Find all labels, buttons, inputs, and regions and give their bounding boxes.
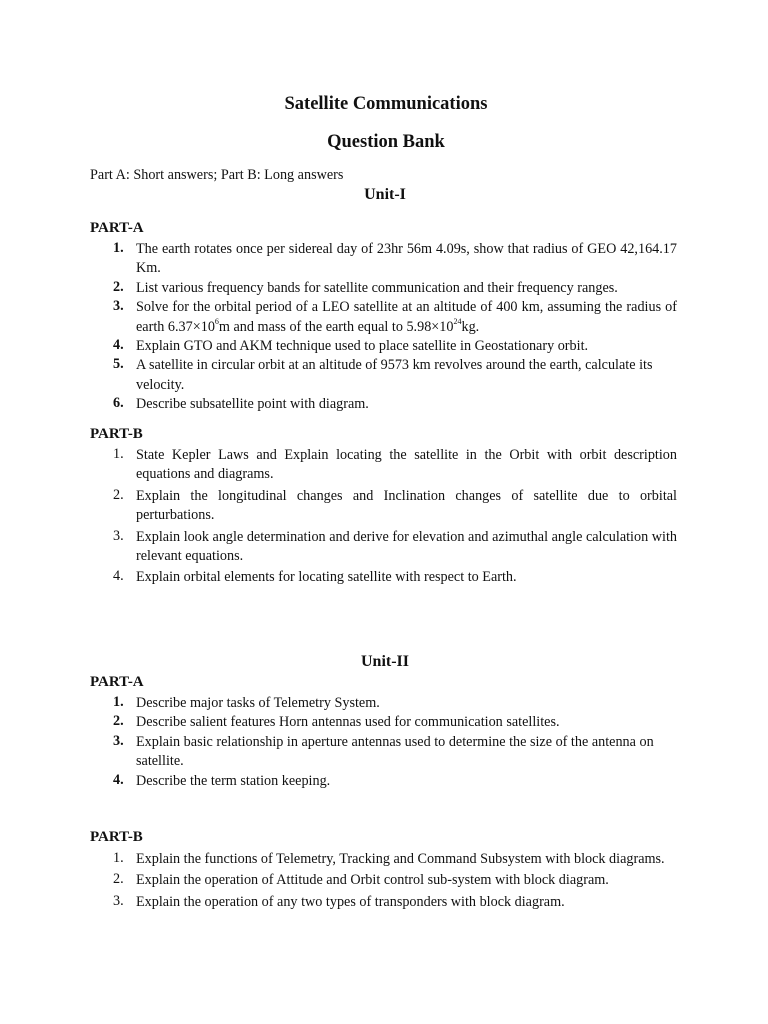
item-number: 2. (113, 278, 124, 295)
question-text: Explain basic relationship in aperture antennas used to determine the size of the antenna on satellite. (136, 733, 654, 770)
exponent: 6 (214, 316, 219, 326)
list-item (0, 893, 677, 912)
question-text: Explain the operation of any two types of transponders with block diagram. (136, 893, 565, 910)
list-item (0, 395, 677, 414)
list-item (0, 240, 677, 279)
list-item (0, 446, 677, 485)
list-item (0, 772, 677, 791)
list-item (0, 713, 677, 732)
document-title: Satellite Communications (284, 94, 488, 114)
list-item (0, 733, 677, 772)
item-number: 3. (113, 892, 124, 909)
question-text: Explain look angle determination and derive for elevation and azimuthal angle calculation with relevant equations. (136, 528, 677, 565)
question-text: Explain the operation of Attitude and Orbit control sub-system with block diagram. (136, 872, 609, 889)
list-item (0, 487, 677, 526)
item-number: 1. (113, 240, 124, 256)
unit-2-part-b-list (0, 850, 677, 912)
question-text: Explain orbital elements for locating satellite with respect to Earth. (136, 569, 517, 586)
item-number: 4. (113, 568, 124, 585)
unit-2-part-b-heading: PART-B (90, 829, 143, 845)
question-text: The earth rotates once per sidereal day of 23hr 56m 4.09s, show that radius of GEO 42,164.17 Km. (136, 241, 677, 277)
item-number: 1. (113, 694, 124, 710)
question-text: Describe salient features Horn antennas used for communication satellites. (136, 714, 560, 731)
question-text: Explain GTO and AKM technique used to place satellite in Geostationary orbit. (136, 338, 589, 355)
list-item (0, 279, 677, 298)
list-item (0, 298, 677, 337)
item-number: 3. (113, 527, 124, 544)
question-text-part: m and mass of the earth equal to 5.98×10 (218, 318, 454, 335)
item-number: 2. (113, 713, 124, 730)
question-text: List various frequency bands for satellite communication and their frequency ranges. (136, 279, 618, 296)
list-item (0, 850, 677, 869)
unit-1-part-b-heading: PART-B (90, 426, 143, 442)
unit-2-part-a-heading: PART-A (90, 674, 144, 690)
list-item (0, 337, 677, 356)
unit-2-heading: Unit-II (360, 653, 409, 670)
question-text: Describe subsatellite point with diagram. (136, 396, 369, 413)
item-number: 6. (113, 395, 124, 412)
list-item (0, 568, 677, 587)
item-number: 1. (113, 850, 124, 866)
question-text-part: Solve for the orbital period of a LEO satellite at an altitude of 400 km, assuming the radius of earth 6.37×10 (136, 299, 677, 335)
item-number: 3. (113, 298, 124, 315)
unit-1-part-b-list (0, 446, 677, 588)
unit-1-heading: Unit-I (364, 186, 406, 203)
question-text (136, 298, 677, 337)
list-item (0, 871, 677, 890)
item-number: 4. (113, 771, 124, 788)
item-number: 5. (113, 356, 124, 373)
question-text: Describe the term station keeping. (136, 772, 331, 789)
list-item (0, 356, 677, 395)
question-text: A satellite in circular orbit at an altitude of 9573 km revolves around the earth, calculate its velocity. (136, 357, 653, 393)
question-text-part: kg. (461, 318, 480, 335)
list-item (0, 528, 677, 567)
question-text: State Kepler Laws and Explain locating the satellite in the Orbit with orbit description equations and diagrams. (136, 447, 677, 483)
question-text: Explain the longitudinal changes and Inclination changes of satellite due to orbital perturbations. (136, 487, 677, 524)
list-item (0, 694, 677, 713)
item-number: 3. (113, 732, 124, 749)
item-number: 2. (113, 486, 124, 503)
unit-1-part-a-list (0, 240, 677, 415)
answer-format-note: Part A: Short answers; Part B: Long answers (90, 167, 344, 183)
unit-1-part-a-heading: PART-A (90, 220, 144, 236)
item-number: 2. (113, 871, 124, 888)
item-number: 1. (113, 446, 124, 462)
unit-2-part-a-list (0, 694, 677, 791)
item-number: 4. (113, 337, 124, 354)
document-subtitle: Question Bank (327, 132, 445, 152)
question-text: Explain the functions of Telemetry, Tracking and Command Subsystem with block diagrams. (136, 851, 665, 867)
question-text: Describe major tasks of Telemetry System. (136, 695, 380, 711)
exponent: 24 (453, 316, 462, 326)
